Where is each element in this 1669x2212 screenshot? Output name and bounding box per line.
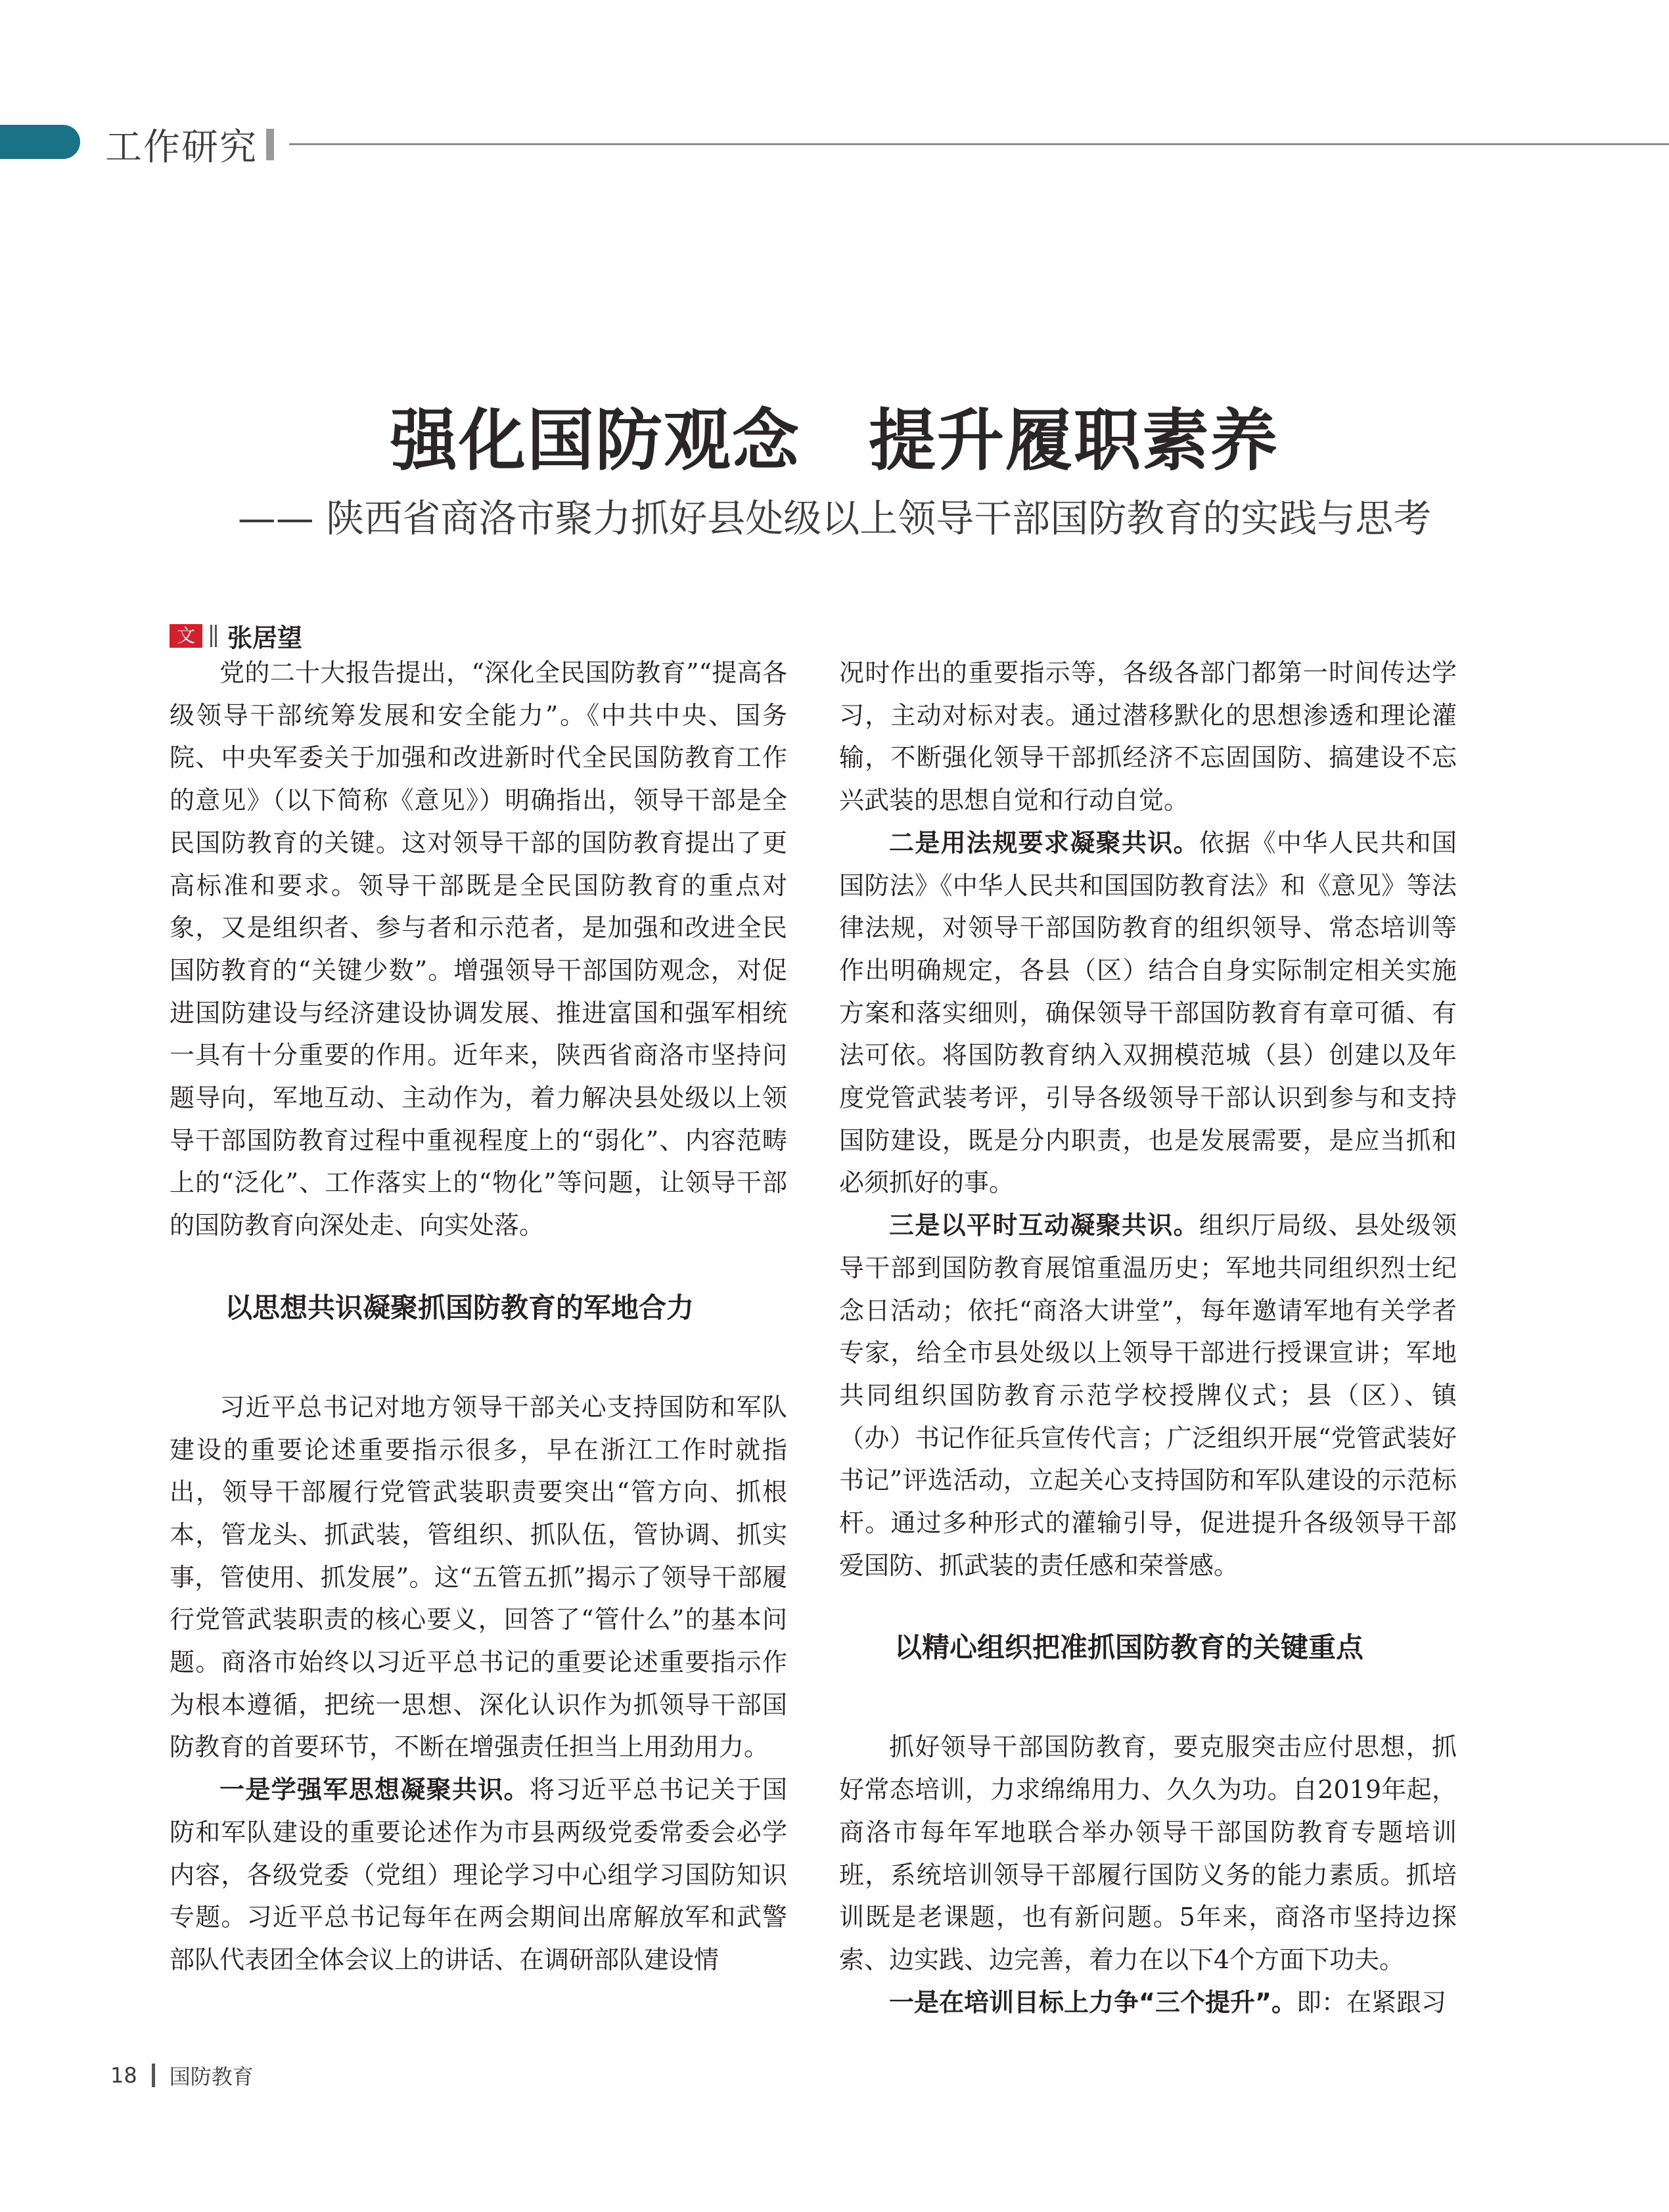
- paragraph: [839, 822, 1457, 1204]
- section-label: 工作研究: [105, 126, 258, 169]
- paragraph-body: 将习近平总书记关于国防和军队建设的重要论述作为市县两级党委常委会必学内容，各级党委（党组）理论学习中心组学习国防知识专题。习近平总书记每年在两会期间出席解放军和武警部队代表团全体会议上的讲话、在调研部队建设情: [170, 1775, 787, 1974]
- header-rule: [289, 143, 1669, 145]
- paragraph: 党的二十大报告提出，“深化全民国防教育”“提高各级领导干部统筹发展和安全能力”。《中共中央、国务院、中央军委关于加强和改进新时代全民国防教育工作的意见》（以下简称《意见》）明确指出，领导干部是全民国防教育的关键。这对领导干部的国防教育提出了更高标准和要求。领导干部既是全民国防教育的重点对象，又是组织者、参与者和示范者，是加强和改进全民国防教育的“关键少数”。增强领导干部国防观念，对促进国防建设与经济建设协调发展、推进富国和强军相统一具有十分重要的作用。近年来，陕西省商洛市坚持问题导向，军地互动、主动作为，着力解决县处级以上领导干部国防教育过程中重视程度上的“弱化”、内容范畴上的“泛化”、工作落实上的“物化”等问题，让领导干部的国防教育向深处走、向实处落。: [170, 658, 787, 1240]
- article-title: 强化国防观念 提升履职素养: [390, 402, 1279, 480]
- page-footer: [110, 2060, 254, 2090]
- paragraph: 习近平总书记对地方领导干部关心支持国防和军队建设的重要论述重要指示很多，早在浙江工作时就指出，领导干部履行党管武装职责要突出“管方向、抓根本，管龙头、抓武装，管组织、抓队伍，管协调、抓实事，管使用、抓发展”。这“五管五抓”揭示了领导干部履行党管武装职责的核心要义，回答了“管什么”的基本问题。商洛市始终以习近平总书记的重要论述重要指示作为根本遵循，把统一思想、深化认识作为抓领导干部国防教育的首要环节，不断在增强责任担当上用劲用力。: [170, 1392, 787, 1762]
- paragraph-lead: 二是用法规要求凝聚共识。: [889, 828, 1199, 857]
- magazine-name: 国防教育: [169, 2064, 254, 2089]
- paragraph: [170, 1769, 787, 1981]
- byline-separator: [210, 625, 217, 647]
- paragraph: [839, 1981, 1457, 2024]
- paragraph-body: 依据《中华人民共和国国防法》《中华人民共和国国防教育法》和《意见》等法律法规，对领导干部国防教育的组织领导、常态培训等作出明确规定，各县（区）结合自身实际制定相关实施方案和落实细则，确保领导干部国防教育有章可循、有法可依。将国防教育纳入双拥模范城（县）创建以及年度党管武装考评，引导各级领导干部认识到参与和支持国防建设，既是分内职责，也是发展需要，是应当抓和必须抓好的事。: [839, 828, 1457, 1198]
- page-number: 18: [110, 2063, 137, 2088]
- paragraph-body: 即：在紧跟习: [1296, 1987, 1446, 2017]
- left-column: [170, 652, 787, 1981]
- article-subtitle: —— 陕西省商洛市聚力抓好县处级以上领导干部国防教育的实践与思考: [237, 496, 1432, 541]
- paragraph-body: 组织厅局级、县处级领导干部到国防教育展馆重温历史；军地共同组织烈士纪念日活动；依托“商洛大讲堂”，每年邀请军地有关学者专家，给全市县处级以上领导干部进行授课宣讲；军地共同组织国防教育示范学校授牌仪式；县（区）、镇（办）书记作征兵宣传代言；广泛组织开展“党管武装好书记”评选活动，立起关心支持国防和军队建设的示范标杆。通过多种形式的灌输引导，促进提升各级领导干部爱国防、抓武装的责任感和荣誉感。: [839, 1211, 1457, 1580]
- header-accent-bar: [0, 125, 80, 159]
- paragraph-lead: 一是在培训目标上力争“三个提升”。: [889, 1987, 1296, 2017]
- paragraph-lead: 三是以平时互动凝聚共识。: [889, 1211, 1199, 1240]
- byline: [170, 618, 302, 654]
- author-name: 张居望: [227, 623, 303, 652]
- paragraph: 抓好领导干部国防教育，要克服突击应付思想，抓好常态培训，力求绵绵用力、久久为功。自2019年起，商洛市每年军地联合举办领导干部国防教育专题培训班，系统培训领导干部履行国防义务的能力素质。抓培训既是老课题，也有新问题。5年来，商洛市坚持边探索、边实践、边完善，着力在以下4个方面下功夫。: [839, 1732, 1457, 1974]
- footer-separator: [152, 2064, 155, 2087]
- author-tag-icon: 文: [170, 624, 202, 648]
- paragraph-lead: 一是学强军思想凝聚共识。: [219, 1775, 530, 1805]
- section-heading: 以思想共识凝聚抓国防教育的军地合力: [225, 1291, 695, 1324]
- section-heading: 以精心组织把准抓国防教育的关键重点: [894, 1631, 1364, 1664]
- section-label-separator: [266, 129, 274, 160]
- paragraph: 况时作出的重要指示等，各级各部门都第一时间传达学习，主动对标对表。通过潜移默化的思想渗透和理论灌输，不断强化领导干部抓经济不忘固国防、搞建设不忘兴武装的思想自觉和行动自觉。: [839, 658, 1457, 815]
- right-column: [839, 652, 1457, 2023]
- paragraph: [839, 1204, 1457, 1587]
